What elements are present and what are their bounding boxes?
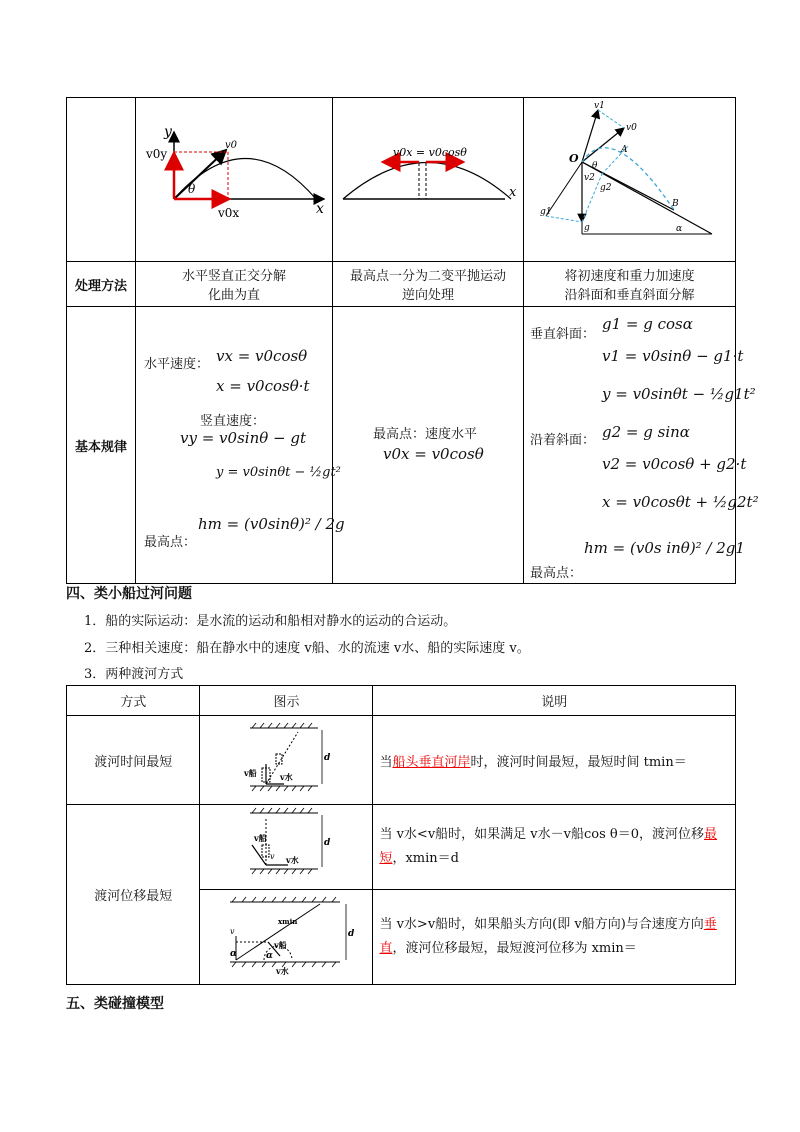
- formula-v0x: v0x = v0cosθ: [383, 445, 484, 463]
- rules-ground: [136, 307, 345, 584]
- section-4-title: 四、类小船过河问题: [66, 586, 192, 602]
- formula-x: x = v0cosθ·t: [216, 377, 310, 395]
- boat-crossing-table: [66, 685, 736, 985]
- highlight-shortest-2: 短: [379, 851, 393, 866]
- method-header: 处理方法: [67, 262, 136, 307]
- formula-hm-incline: hm = (v0s inθ)² / 2g1: [584, 539, 745, 557]
- projectile-diagram-ground: [136, 98, 332, 257]
- label-v0x: v0x: [218, 206, 240, 220]
- mode-shortest-time: 渡河时间最短: [67, 716, 200, 805]
- label-theta-incline: θ: [592, 161, 598, 171]
- highlight-perp-2: 直: [379, 941, 393, 956]
- vert-speed-label: 竖直速度：: [200, 414, 266, 429]
- label-v0-incline: v0: [626, 123, 637, 133]
- explain-shortest-time: 当船头垂直河岸时，渡河时间最短，最短时间 tmin＝: [373, 716, 736, 805]
- label-v0y: v0y: [146, 147, 168, 161]
- label-alpha-1: α: [230, 949, 238, 959]
- diagram-shortest-disp-a: [200, 805, 373, 890]
- header-explanation: 说明: [373, 686, 736, 716]
- label-alpha: α: [676, 224, 683, 234]
- label-B: B: [672, 199, 679, 209]
- label-x2: x: [509, 185, 517, 200]
- formula-vy: vy = v0sinθ − gt: [180, 429, 306, 447]
- label-A: A: [621, 145, 628, 155]
- method-ground: 水平竖直正交分解 化曲为直: [136, 262, 333, 307]
- section-4-p3: 3．两种渡河方式: [84, 667, 184, 682]
- highlight-perp-1: 垂: [703, 917, 717, 932]
- highlight-perpendicular: 船头垂直河岸: [392, 754, 471, 770]
- label-vwater-3: v水: [276, 966, 290, 976]
- label-v0: v0: [225, 140, 238, 151]
- highlight-shortest-1: 最: [704, 827, 718, 842]
- label-y: y: [164, 124, 172, 140]
- label-O: O: [569, 152, 579, 165]
- formula-g2: g2 = g sinα: [602, 423, 690, 441]
- formula-x-incline: x = v0cosθt + ½g2t²: [602, 493, 759, 511]
- method-top: 最高点一分为二变平抛运动 逆向处理: [333, 262, 524, 307]
- label-vwater-2: v水: [286, 855, 300, 865]
- section-5-title: 五、类碰撞模型: [66, 996, 164, 1012]
- label-xmin: xmin: [278, 917, 298, 926]
- label-d-3: d: [348, 929, 355, 939]
- explain-shortest-disp-a: 当 v水<v船时，如果满足 v水－v船cos θ＝0，渡河位移最 短，xmin＝d: [373, 805, 736, 890]
- label-v-3: v: [230, 927, 235, 936]
- diagram-shortest-time: [200, 716, 373, 805]
- formula-v2: v2 = v0cosθ + g2·t: [602, 455, 747, 473]
- label-d-1: d: [324, 753, 331, 763]
- label-v2: v2: [584, 173, 595, 183]
- label-theta: θ: [188, 182, 196, 196]
- label-g2: g2: [600, 183, 612, 193]
- perp-label: 垂直斜面：: [530, 327, 596, 342]
- mode-shortest-displacement: 渡河位移最短: [67, 805, 200, 985]
- boat-diagram-time: [200, 716, 372, 800]
- formula-v1: v1 = v0sinθ − g1·t: [602, 347, 744, 365]
- header-diagram: 图示: [200, 686, 373, 716]
- projectile-diagram-top: [333, 98, 523, 257]
- diagram-cell-3: [524, 98, 736, 262]
- label-v1: v1: [594, 101, 605, 111]
- label-v0x-formula: v0x = v0cosθ: [393, 146, 467, 159]
- section-4-p1: 1．船的实际运动：是水流的运动和船相对静水的运动的合运动。: [84, 614, 457, 629]
- boat-diagram-disp-b: [200, 890, 372, 980]
- formula-vx: vx = v0cosθ: [216, 347, 308, 365]
- label-vwater-1: v水: [280, 772, 294, 782]
- empty-header-cell: [67, 98, 136, 262]
- formula-y: y = v0sinθt − ½gt²: [216, 465, 341, 480]
- label-g: g: [584, 223, 590, 233]
- rules-header: 基本规律: [67, 307, 136, 584]
- label-alpha-2: α: [266, 951, 274, 961]
- rules-incline: [524, 307, 759, 584]
- diagram-cell-1: [136, 98, 333, 262]
- label-vboat-3: v船: [274, 940, 288, 950]
- label-g1: g1: [540, 207, 552, 217]
- projectile-table: [66, 97, 759, 584]
- label-x: x: [316, 201, 324, 217]
- highest-point-label: 最高点：: [144, 535, 197, 550]
- diagram-shortest-disp-b: [200, 890, 373, 985]
- incline-diagram: [524, 98, 735, 257]
- label-v-2: v: [270, 852, 275, 861]
- horiz-speed-label: 水平速度：: [144, 357, 210, 372]
- formula-y-incline: y = v0sinθt − ½g1t²: [602, 385, 756, 403]
- label-d-2: d: [324, 838, 331, 848]
- formula-g1: g1 = g cosα: [602, 315, 693, 333]
- boat-diagram-disp-a: [200, 805, 372, 885]
- highest-point-label-incline: 最高点：: [530, 566, 583, 581]
- formula-hm: hm = (v0sinθ)² / 2g: [198, 515, 345, 533]
- explain-shortest-disp-b: 当 v水>v船时，如果船头方向(即 v船方向)与合速度方向垂 直，渡河位移最短，最短渡河位移为 xmin＝: [373, 890, 736, 985]
- diagram-cell-2: [333, 98, 524, 262]
- header-mode: 方式: [67, 686, 200, 716]
- label-vboat-2: v船: [254, 833, 268, 843]
- rules-top: [333, 307, 524, 584]
- highest-speed-label: 最高点：速度水平: [373, 427, 478, 442]
- section-4-p2: 2．三种相关速度：船在静水中的速度 v船、水的流速 v水、船的实际速度 v。: [84, 641, 530, 656]
- method-incline: 将初速度和重力加速度 沿斜面和垂直斜面分解: [524, 262, 736, 307]
- label-vboat-1: v船: [244, 768, 258, 778]
- along-label: 沿着斜面：: [530, 433, 596, 448]
